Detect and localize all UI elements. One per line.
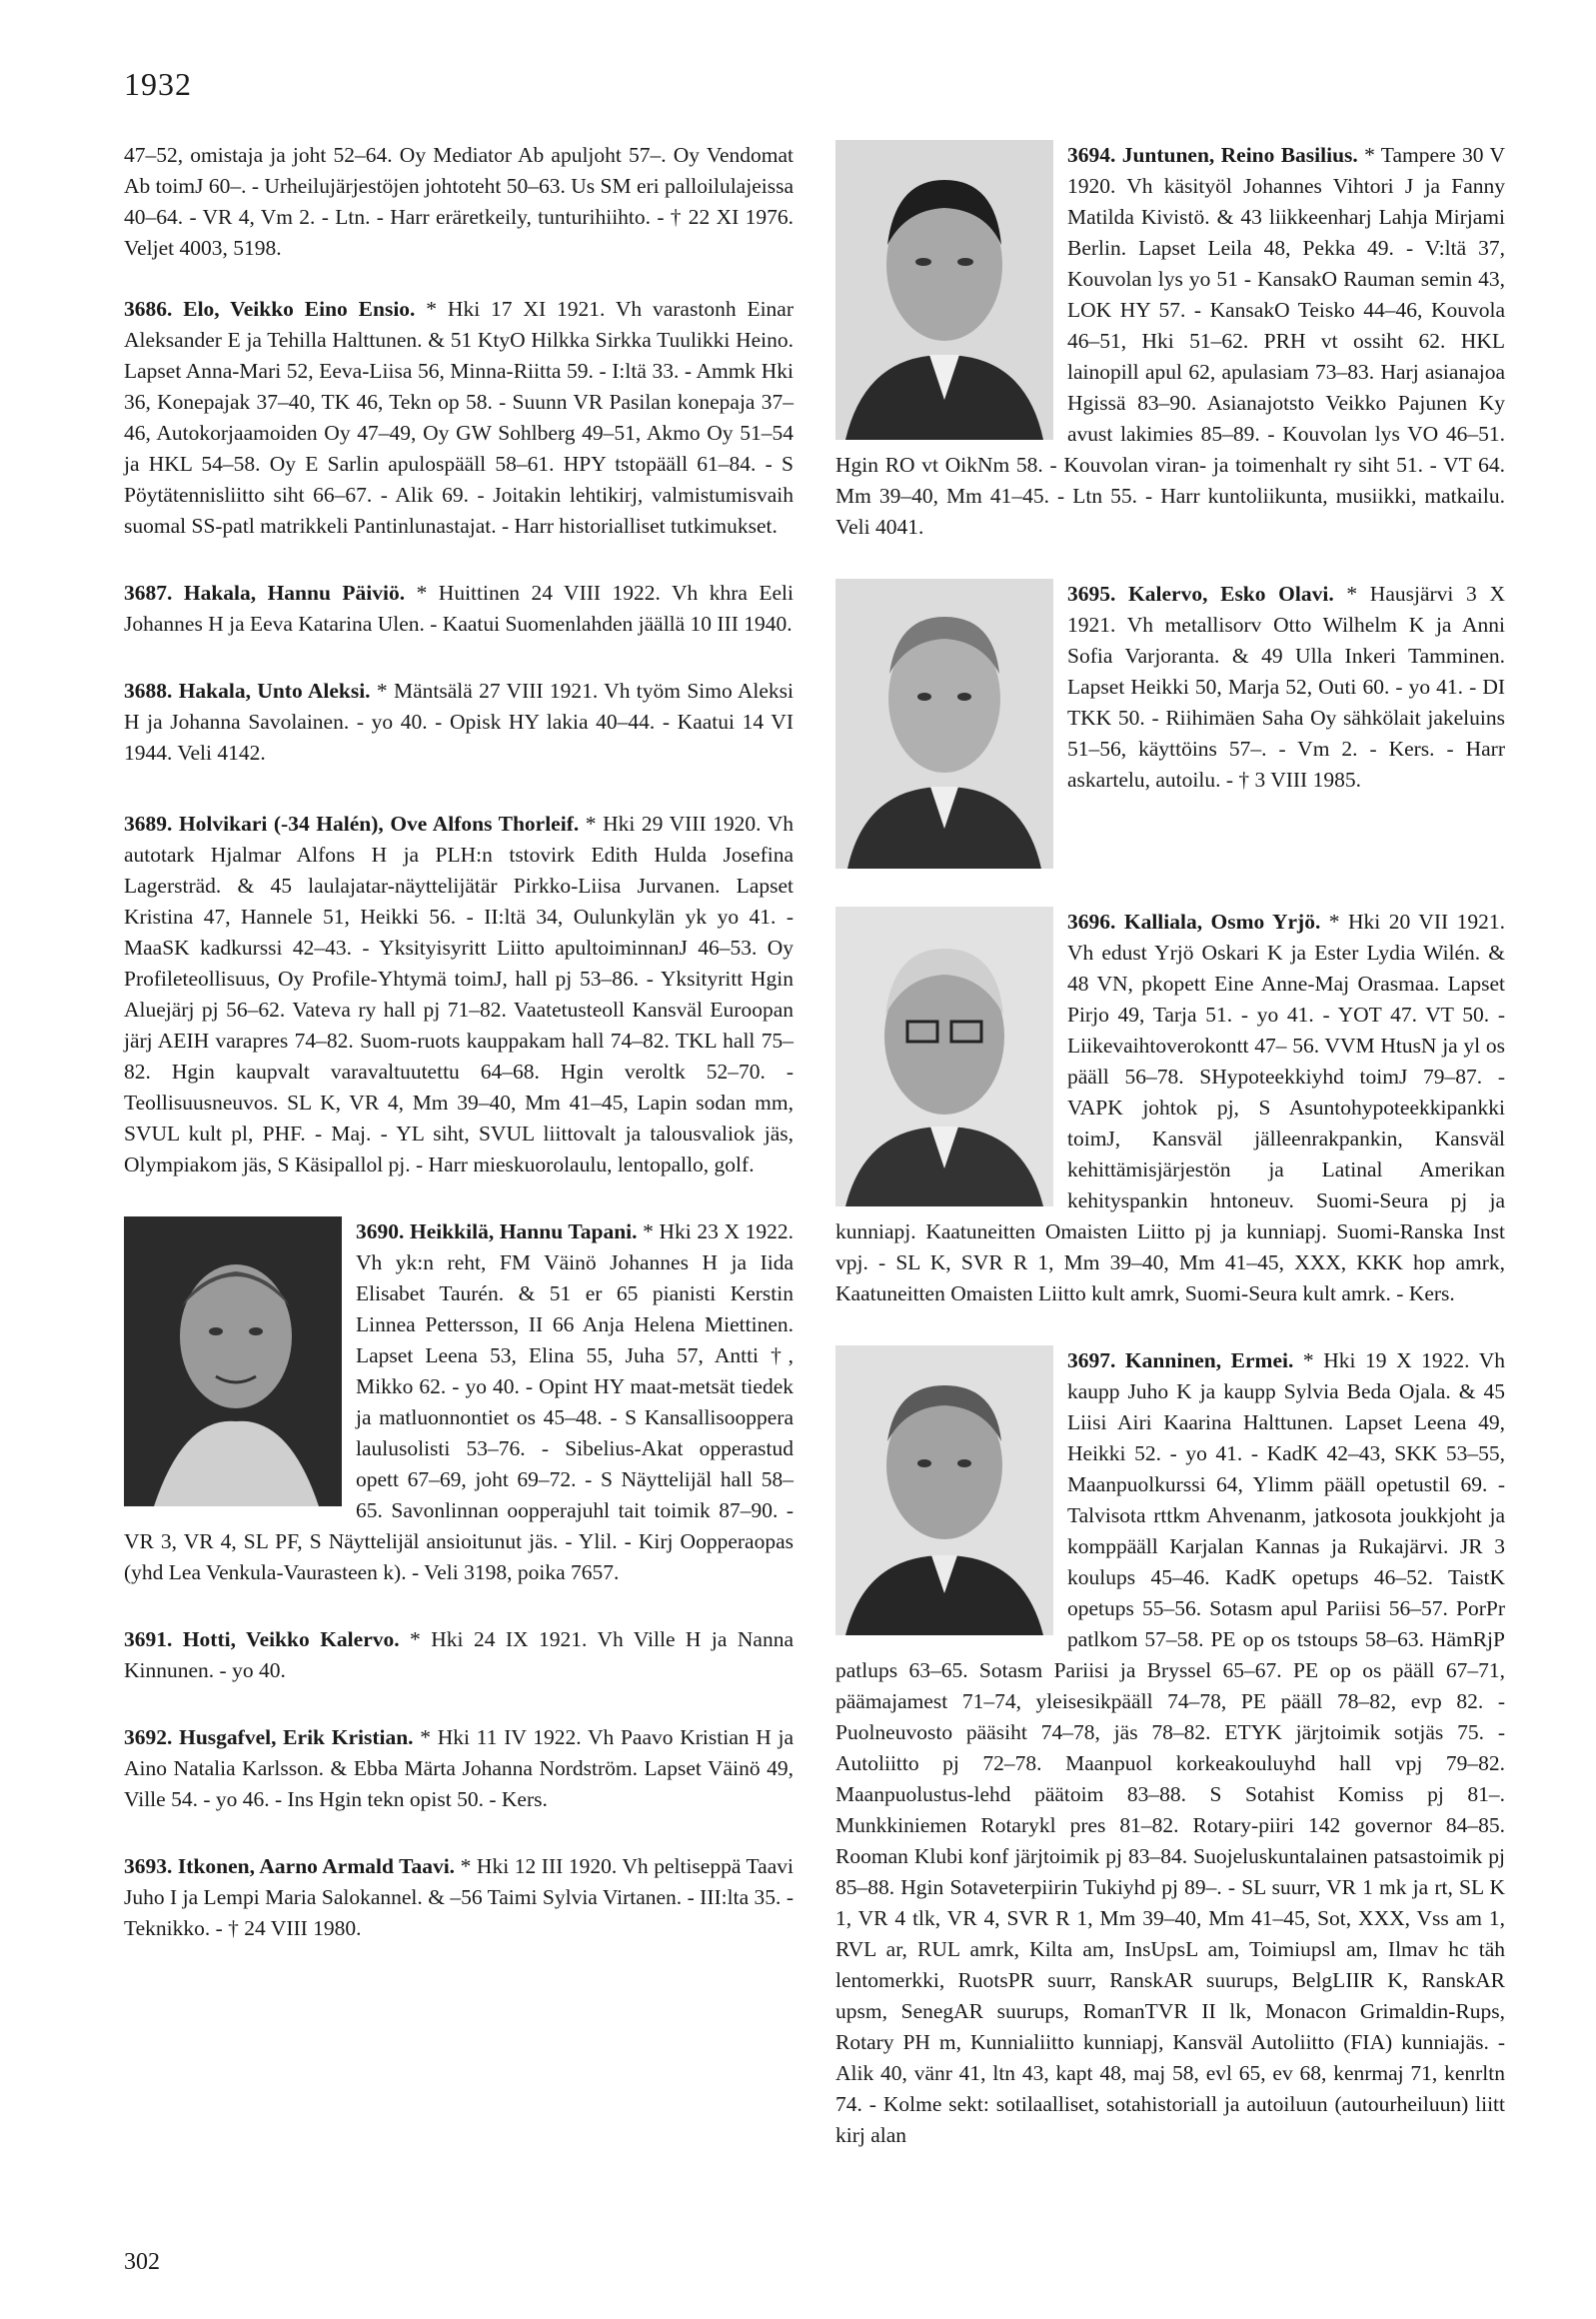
biography-entry-3694 (835, 140, 1505, 543)
portrait-photo-kalervo (835, 579, 1053, 869)
entry-heading: 3697. Kanninen, Ermei. (1067, 1348, 1294, 1372)
biography-entry-3686 (124, 294, 794, 542)
biography-entry-3696 (835, 907, 1505, 1309)
entry-body: * Hki 24 IX 1921. Vh Ville H ja Nanna Kinnunen. - yo 40. (124, 1627, 794, 1682)
entry-body: * Hki 12 III 1920. Vh peltiseppä Taavi Juho I ja Lempi Maria Salokannel. & –56 Taimi Sylvia Virtanen. - III:lta 35. - Teknikko. - † 24 VIII 1980. (124, 1854, 794, 1940)
entry-body: * Hki 20 VII 1921. Vh edust Yrjö Oskari K ja Ester Lydia Wilén. & 48 VN, pkopett Eine Anne-Maj Orasmaa. Lapset Pirjo 49, Tarja 51. - yo 41. - YOT 47. VT 50. - Liikevaihtoverokontt 47– 56. VVM HtusN ja yl os pääll 56–78. SHypoteekkiyhd toimJ 79–87. - VAPK johtok pj, S Asuntohypoteekkipankki toimJ, Kansväl jälleenrakpankin, Kansväl kehittämisjärjestön ja Latinal Amerikan kehityspankin hntoneuv. Suomi-Seura pj ja kunniapj. Kaatuneitten Omaisten Liitto pj ja kunniapj. Suomi-Ranska Inst vpj. - SL K, SVR R 1, Mm 39–40, Mm 41–45, XXX, KKK hop amrk, Kaatuneitten Omaisten Liitto kult amrk, Suomi-Seura kult amrk. - Kers. (835, 910, 1505, 1305)
right-column (835, 140, 1505, 2187)
entry-body: * Hki 11 IV 1922. Vh Paavo Kristian H ja Aino Natalia Karlsson. & Ebba Märta Johanna Nordström. Lapset Väinö 49, Ville 54. - yo 46. - Ins Hgin tekn opist 50. - Kers. (124, 1725, 794, 1811)
page-header-year: 1932 (124, 66, 192, 102)
biography-entry-3691 (124, 1624, 794, 1686)
entry-heading: 3689. Holvikari (-34 Halén), Ove Alfons Thorleif. (124, 812, 580, 836)
continuation-text: 47–52, omistaja ja joht 52–64. Oy Mediator Ab apuljoht 57–. Oy Vendomat Ab toimJ 60–. - Urheilujärjestöjen johtoteht 50–63. Us SM eri palloilulajeissa 40–64. - VR 4, Vm 2. - Ltn. - Harr eräretkeily, tunturihiihto. - † 22 XI 1976. Veljet 4003, 5198. (124, 143, 794, 260)
entry-body: * Hki 19 X 1922. Vh kaupp Juho K ja kaupp Sylvia Beda Ojala. & 45 Liisi Airi Kaarina Halttunen. Lapset Leena 49, Heikki 52. - yo 41. - KadK 42–43, SKK 53–55, Maanpuolkurssi 64, Ylimm pääll opetustil 69. - Talvisota rttkm Ahvenanm, jatkosota joukkjoht ja komppääll Karjalan Kannas ja Rukajärvi. JR 3 koulups 45–46. KadK opetups 46–52. TaistK opetups 55–56. Sotasm apul Pariisi 56–57. PorPr patlkom 57–58. PE op os tstoups 58–63. HämRjP patlups 63–65. Sotasm Pariisi ja Bryssel 65–67. PE op os pääll 67–71, päämajamest 71–74, yleisesikpääll 74–78, PE pääll 78–82, evp 82. - Puolneuvosto pääsiht 74–78, jäs 78–82. ETYK järjtoimik sotjäs 75. - Autoliitto pj 72–78. Maanpuol korkeakouluyhd hall vpj 79–82. Maanpuolustus-lehd päätoim 83–88. S Sotahist Komiss pj 81–. Munkkiniemen Rotarykl pres 81–82. Rotary-piiri 142 governor 84–85. Rooman Klubi konf järjtoimik pj 83–84. Suojeluskuntalainen patsastoimik pj 85–88. Hgin Sotaveterpiirin Tukiyhd pj 89–. - SL suurr, VR 1 mk ja rt, SL K 1, VR 4 tlk, VR 4, SVR R 1, Mm 39–40, Mm 41–45, Sot, XXX, Vss am 1, RVL ar, RUL amrk, Kilta am, InsUpsL am, Toimiupsl am, Ilmav hc täh lentomerkki, RuotsPR suurr, RanskAR suurups, BelgLIIR K, RanskAR upsm, SenegAR suurups, RomanTVR II lk, Monacon Grimaldin-Rups, Rotary PH m, Kunnialiitto kunniapj, Kansväl Autoliitto (FIA) kunniajäs. - Alik 40, vänr 41, ltn 43, kapt 48, maj 58, evl 65, ev 68, kenrmaj 71, kenrltn 74. - Kolme sekt: sotilaalliset, sotahistoriall ja autoiluun (autourheiluun) liitt kirj alan (835, 1348, 1505, 2147)
entry-heading: 3691. Hotti, Veikko Kalervo. (124, 1627, 400, 1651)
entry-heading: 3693. Itkonen, Aarno Armald Taavi. (124, 1854, 456, 1878)
entry-body: * Hki 23 X 1922. Vh yk:n reht, FM Väinö Johannes H ja Iida Elisabet Taurén. & 51 er 65 pianisti Kerstin Linnea Pettersson, II 66 Anja Helena Miettinen. Lapset Leena 53, Elina 55, Juha 57, Antti †, Mikko 62. - yo 40. - Opint HY maat-metsät tiedek ja matluonnontiet os 45–48. - S Kansallisooppera laulusolisti 53–76. - Sibelius-Akat opperastud opett 67–69, joht 69–72. - S Näyttelijäl hall 58–65. Savonlinnan oopperajuhl tait toimik 87–90. - VR 3, VR 4, SL PF, S Näyttelijäl ansioitunut jäs. - Ylil. - Kirj Oopperaopas (yhd Lea Venkula-Vaurasteen k). - Veli 3198, poika 7657. (124, 1219, 794, 1584)
biography-entry-3695 (835, 579, 1505, 871)
entry-heading: 3690. Heikkilä, Hannu Tapani. (356, 1219, 638, 1243)
entry-heading: 3688. Hakala, Unto Aleksi. (124, 679, 371, 703)
biography-entry-3689 (124, 809, 794, 1180)
entry-body: * Mäntsälä 27 VIII 1921. Vh työm Simo Aleksi H ja Johanna Savolainen. - yo 40. - Opisk HY lakia 40–44. - Kaatui 14 VI 1944. Veli 4142. (124, 679, 794, 765)
entry-heading: 3696. Kalliala, Osmo Yrjö. (1067, 910, 1321, 934)
biography-entry-3688 (124, 676, 794, 769)
portrait-photo-juntunen (835, 140, 1053, 440)
entry-body: * Hki 17 XI 1921. Vh varastonh Einar Aleksander E ja Tehilla Halttunen. & 51 KtyO Hilkka Sirkka Tuulikki Heino. Lapset Anna-Mari 52, Eeva-Liisa 56, Minna-Riitta 59. - I:ltä 33. - Ammk Hki 36, Konepajak 37–40, TK 46, Tekn op 58. - Suunn VR Pasilan konepaja 37–46, Autokorjaamoiden Oy 47–49, Oy GW Sohlberg 49–51, Akmo Oy 51–54 ja HKL 54–58. Oy E Sarlin apulospääll 58–61. HPY tstopääll 61–84. - S Pöytätennisliitto siht 66–67. - Alik 69. - Joitakin lehtikirj, valmistumisvaih suomal SS-patl matrikkeli Pantinlunastajat. - Harr historialliset tutkimukset. (124, 297, 794, 538)
portrait-photo-kalliala (835, 907, 1053, 1206)
biography-entry-3692 (124, 1722, 794, 1815)
entry-heading: 3687. Hakala, Hannu Päiviö. (124, 581, 406, 605)
left-column (124, 140, 794, 1980)
biography-entry-3687 (124, 578, 794, 640)
page-number: 302 (124, 2249, 160, 2275)
entry-body: * Hki 29 VIII 1920. Vh autotark Hjalmar Alfons H ja PLH:n tstovirk Edith Hulda Josefina Lagersträd. & 45 laulajatar-näyttelijätär Pirkko-Liisa Jurvanen. Lapset Kristina 47, Hannele 51, Heikki 56. - II:ltä 34, Oulunkylän yk yo 41. - MaaSK kadkurssi 42–43. - Yksityisyritt Liitto apultoiminnanJ 46–53. Oy Profileteollisuus, Oy Profile-Yhtymä toimJ, hall pj 53–86. - Yksityritt Hgin Aluejärj pj 56–62. Vateva ry hall pj 71–82. Vaatetusteoll Kansväl Euroopan järj AEIH varapres 74–82. Suom-ruots kauppakam hall 74–82. TKL hall 75–82. Hgin kaupvalt varavaltuutettu 64–68. Hgin veroltk 52–70. - Teollisuusneuvos. SL K, VR 4, Mm 39–40, Mm 41–45, Lapin sodan mm, SVUL kult pl, PHF. - Maj. - YL siht, SVUL liittovalt ja talousvaliok jäs, Olympiakom jäs, S Käsipallol pj. - Harr mieskuorolaulu, lentopallo, golf. (124, 812, 794, 1176)
biography-entry-3697 (835, 1345, 1505, 2151)
entry-heading: 3695. Kalervo, Esko Olavi. (1067, 582, 1334, 606)
entry-heading: 3686. Elo, Veikko Eino Ensio. (124, 297, 416, 321)
entry-body: * Huittinen 24 VIII 1922. Vh khra Eeli Johannes H ja Eeva Katarina Ulen. - Kaatui Suomenlahden jäällä 10 III 1940. (124, 581, 794, 636)
entry-heading: 3694. Juntunen, Reino Basilius. (1067, 143, 1358, 167)
biography-entry-3690 (124, 1216, 794, 1588)
portrait-photo-heikkila (124, 1216, 342, 1506)
entry-body: * Hausjärvi 3 X 1921. Vh metallisorv Otto Wilhelm K ja Anni Sofia Varjoranta. & 49 Ulla Inkeri Tamminen. Lapset Heikki 50, Marja 52, Outi 60. - yo 41. - DI TKK 50. - Riihimäen Saha Oy sähkölait jakeluins 51–56, käyttöins 57–. - Vm 2. - Kers. - Harr askartelu, autoilu. - † 3 VIII 1985. (1067, 582, 1505, 792)
portrait-photo-kanninen (835, 1345, 1053, 1635)
entry-heading: 3692. Husgafvel, Erik Kristian. (124, 1725, 414, 1749)
biography-entry-3693 (124, 1851, 794, 1944)
entry-body: * Tampere 30 V 1920. Vh käsityöl Johannes Vihtori J ja Fanny Matilda Kivistö. & 43 liikkeenharj Lahja Mirjami Berlin. Lapset Leila 48, Pekka 49. - V:ltä 37, Kouvolan lys yo 51 - KansakO Rauman semin 43, LOK HY 57. - KansakO Teisko 44–46, Kouvola 46–51, Hki 51–62. PRH vt ossiht 62. HKL lainopill apul 62, apulasiam 73–83. Harj asianajoa Hgissä 83–90. Asianajotsto Veikko Pajunen Ky avust lakimies 85–89. - Kouvolan lys VO 46–51. Hgin RO vt OikNm 58. - Kouvolan viran- ja toimenhalt ry siht 51. - VT 64. Mm 39–40, Mm 41–45. - Ltn 55. - Harr kuntoliikunta, musiikki, matkailu. Veli 4041. (835, 143, 1505, 539)
